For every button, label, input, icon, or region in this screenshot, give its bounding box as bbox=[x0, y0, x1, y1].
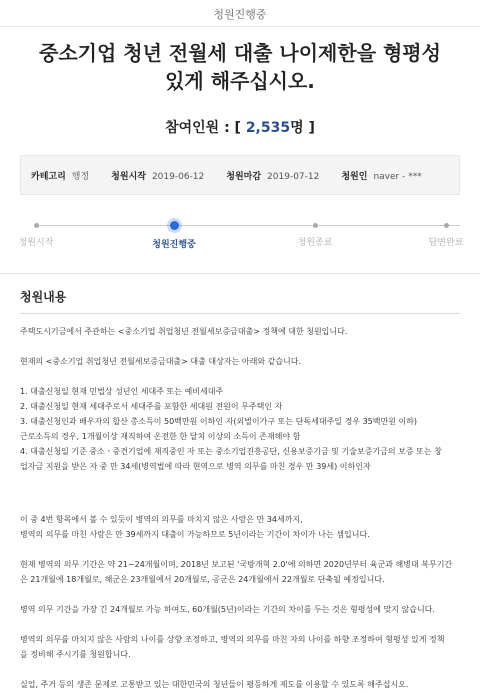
content-line: 이 중 4번 항목에서 볼 수 있듯이 병역의 의무를 마치지 않은 사람은 만 34세까지, bbox=[20, 515, 303, 524]
content-line: 현재의 <중소기업 취업청년 전월세보증금대출> 대출 대상자는 아래와 같습니다. bbox=[20, 357, 302, 366]
step-start bbox=[0, 219, 76, 248]
author-value: naver - *** bbox=[373, 171, 422, 182]
content-line: 현재 병역의 의무 기간은 약 21~24개월이며, 2018년 보고된 '국방개혁 2.0'에 의하면 2020년부터 육군과 해병대 복무기간 bbox=[20, 560, 453, 569]
content-line: 은 21개월에 18개월로, 해군은 23개월에서 20개월로, 공군은 24개월에서 22개월로 단축될 예정입니다. bbox=[20, 575, 385, 584]
content-paragraph bbox=[20, 384, 460, 474]
petition-info-box bbox=[20, 155, 460, 195]
step-answered bbox=[406, 219, 480, 248]
content-paragraph bbox=[20, 324, 460, 339]
content-paragraph bbox=[20, 602, 460, 617]
content-heading: 청원내용 bbox=[20, 290, 67, 304]
content-paragraph bbox=[20, 354, 460, 369]
category-value: 행정 bbox=[71, 171, 90, 182]
participants-unit: 명 ] bbox=[290, 120, 315, 136]
step-dot bbox=[444, 223, 449, 228]
top-divider bbox=[0, 26, 480, 27]
step-in-progress bbox=[134, 219, 214, 250]
step-label: 답변완료 bbox=[428, 238, 464, 248]
info-end bbox=[226, 169, 319, 182]
info-author bbox=[341, 169, 421, 182]
participants-counter bbox=[0, 117, 480, 137]
step-dot bbox=[313, 223, 318, 228]
petition-progress bbox=[0, 219, 480, 269]
participants-label: 참여인원 : [ bbox=[165, 120, 241, 136]
step-dot bbox=[34, 223, 39, 228]
step-dot-active bbox=[170, 221, 179, 230]
content-line: 업자금 지원을 받은 자 중 만 34세(병역법에 따라 현역으로 병역 의무를 마친 경우 만 39세) 이하인자 bbox=[20, 462, 371, 471]
content-line: 주택도시기금에서 주관하는 <중소기업 취업청년 전월세보증금대출> 정책에 대한 청원입니다. bbox=[20, 327, 348, 336]
content-paragraph bbox=[20, 677, 460, 692]
step-label: 청원종료 bbox=[297, 238, 333, 248]
step-label: 청원진행중 bbox=[152, 240, 196, 250]
petition-content bbox=[0, 288, 480, 692]
content-paragraph bbox=[20, 512, 460, 542]
content-paragraph bbox=[20, 632, 460, 662]
content-line: 병역의 의무를 마친 사람은 만 39세까지 대출이 가능하므로 5년이라는 기간이 차이가 나는 셈입니다. bbox=[20, 530, 370, 539]
end-value: 2019-07-12 bbox=[267, 171, 320, 182]
participants-count: 2,535 bbox=[245, 120, 291, 136]
start-label: 청원시작 bbox=[111, 171, 146, 182]
info-start bbox=[111, 169, 204, 182]
start-value: 2019-06-12 bbox=[151, 171, 205, 182]
info-category bbox=[31, 169, 89, 182]
progress-line bbox=[36, 225, 460, 226]
category-label: 카테고리 bbox=[31, 171, 66, 182]
content-line: 실업, 주거 등의 생존 문제로 고통받고 있는 대한민국의 청년들이 평등하게 제도를 이용할 수 있도록 해주십시오. bbox=[20, 680, 409, 689]
content-line: 을 정비해 주시기를 청원합니다. bbox=[20, 650, 131, 659]
content-line: 근로소득의 경우, 1개월이상 재직하여 온전한 한 달치 이상의 소득이 존재해야 함 bbox=[20, 432, 301, 441]
step-closed bbox=[275, 219, 355, 248]
content-line: 3. 대출신청인과 배우자의 합산 총소득이 50백만원 이하인 자(외벌이가구 또는 단독세대주일 경우 35백만원 이하) bbox=[20, 417, 418, 426]
petition-title: 중소기업 청년 전월세 대출 나이제한을 형평성 있게 해주십시오. bbox=[39, 41, 441, 93]
content-line: 병역의 의무를 마치지 않은 사람의 나이를 상향 조정하고, 병역의 의무를 마친 자의 나이를 하향 조정하여 형평성 있게 정책 bbox=[20, 635, 445, 644]
content-paragraph bbox=[20, 557, 460, 587]
status-label: 청원진행중 bbox=[213, 8, 267, 21]
content-divider bbox=[20, 313, 460, 314]
content-line: 4. 대출신청일 기준 중소ㆍ중견기업에 재직중인 자 또는 중소기업진흥공단, 신용보증기금 및 기술보증기금의 보증 또는 창 bbox=[20, 447, 442, 456]
content-line: 2. 대출신청일 현재 세대주로서 세대주를 포함한 세대원 전원이 무주택인 자 bbox=[20, 402, 283, 411]
step-label: 청원시작 bbox=[18, 238, 54, 248]
section-divider bbox=[0, 273, 480, 274]
author-label: 청원인 bbox=[341, 171, 368, 182]
content-line: 병역 의무 기간을 가장 긴 24개월로 가능 하여도, 60개월(5년)이라는 기간의 차이를 두는 것은 형평성에 맞지 않습니다. bbox=[20, 605, 435, 614]
content-line: 1. 대출신청일 현재 민법상 성년인 세대주 또는 예비세대주 bbox=[20, 387, 224, 396]
end-label: 청원마감 bbox=[226, 171, 262, 182]
